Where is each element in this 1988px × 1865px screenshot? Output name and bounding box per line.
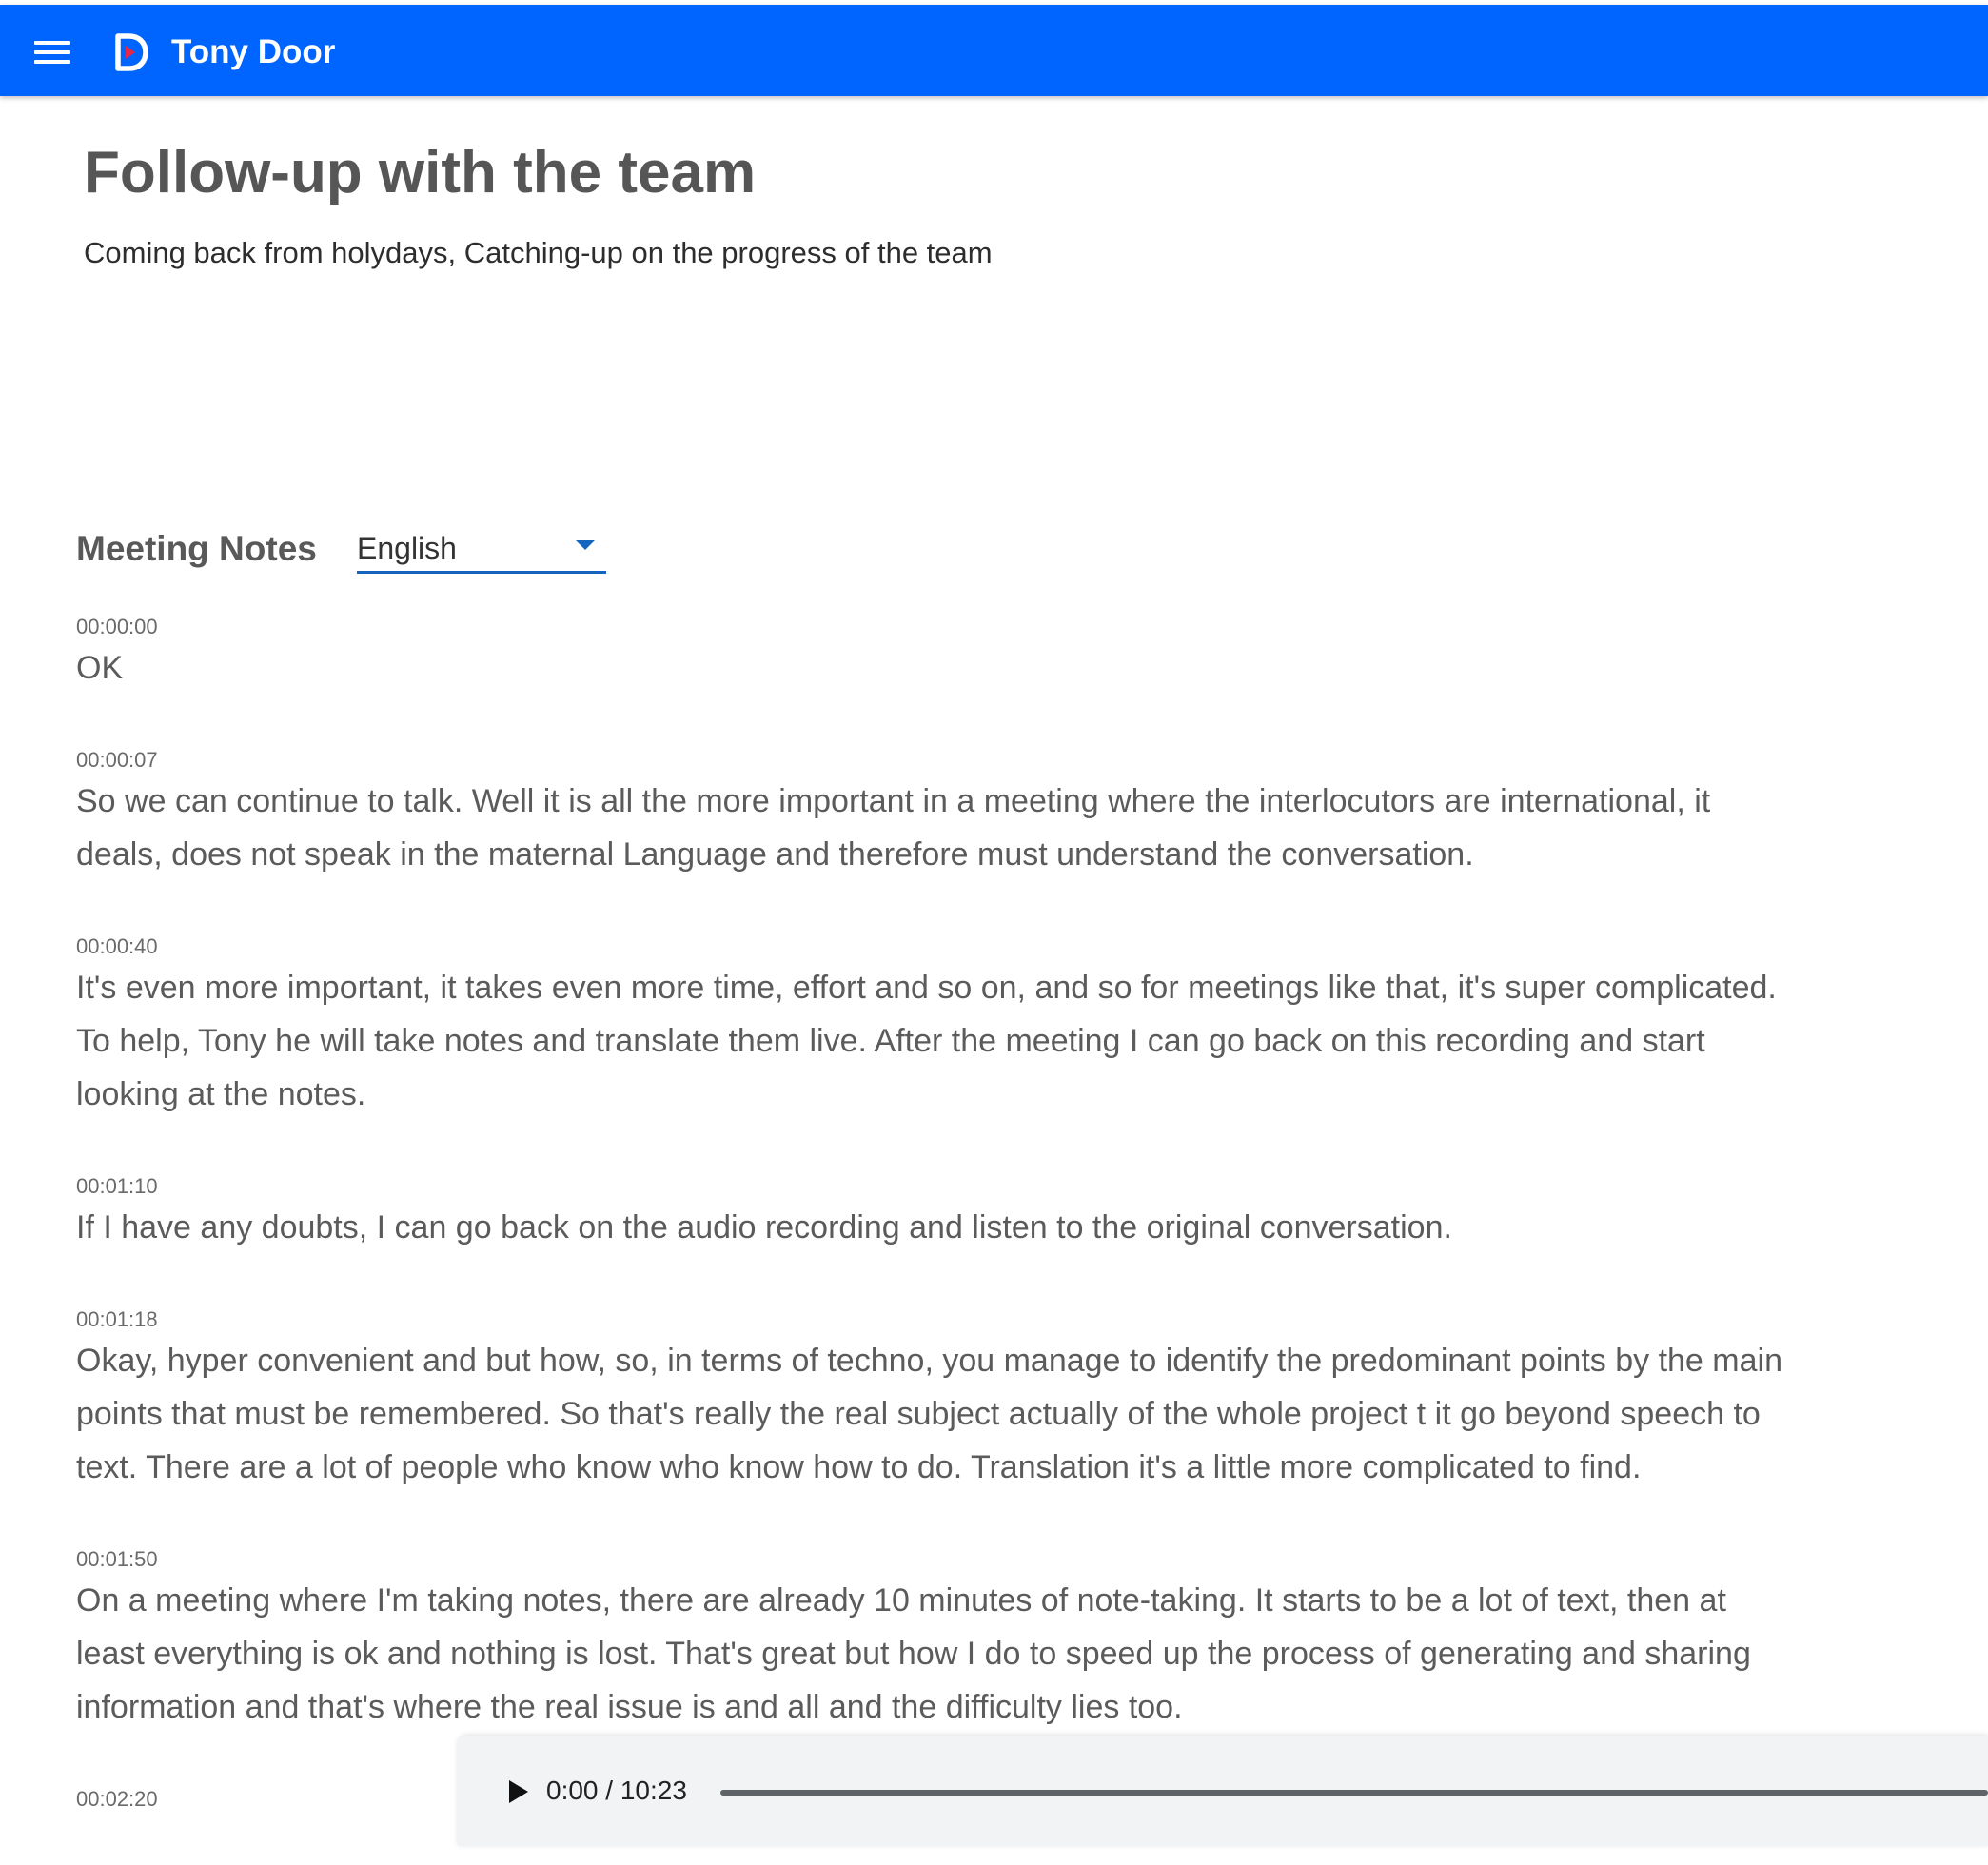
note-timestamp[interactable]: 00:00:07 — [76, 748, 158, 772]
note-item — [76, 1545, 1799, 1734]
note-text: So we can continue to talk. Well it is all the more important in a meeting where the interlocutors are international, it deals, does not speak in the maternal Language and therefore must understand the conversation. — [76, 783, 1711, 873]
note-text: OK — [76, 650, 124, 686]
note-text: Okay, hyper convenient and but how, so, in terms of techno, you manage to identify the predominant points by the main points that must be remembered. So that's really the real subject actually of the whole project t it go beyond speech to text. There are a lot of people who know who know how to do. Translation it's a little more complicated to find. — [76, 1343, 1782, 1485]
language-select-value: English — [357, 531, 457, 565]
tony-door-logo-icon[interactable] — [112, 33, 148, 71]
note-timestamp[interactable]: 00:01:50 — [76, 1547, 158, 1571]
app-title: Tony Door — [171, 33, 336, 70]
note-item — [76, 746, 1799, 881]
audio-player — [458, 1736, 1988, 1846]
note-timestamp[interactable]: 00:00:00 — [76, 615, 158, 638]
note-item — [76, 1172, 1799, 1254]
note-timestamp[interactable]: 00:02:20 — [76, 1787, 158, 1811]
audio-progress-bar[interactable] — [720, 1790, 1988, 1796]
audio-time-display: 0:00 / 10:23 — [546, 1776, 687, 1805]
note-timestamp[interactable]: 00:01:10 — [76, 1174, 158, 1198]
language-select[interactable] — [357, 525, 606, 574]
play-button[interactable] — [498, 1772, 536, 1810]
dropdown-arrow-icon[interactable] — [576, 540, 595, 550]
note-item — [76, 932, 1799, 1121]
notes-list — [76, 613, 1799, 1865]
hamburger-menu-icon[interactable] — [34, 39, 70, 66]
top-app-bar — [0, 5, 1988, 96]
note-text: If I have any doubts, I can go back on the audio recording and listen to the original conversation. — [76, 1209, 1452, 1246]
note-item — [76, 613, 1799, 695]
meeting-subtitle: Coming back from holydays, Catching-up on the progress of the team — [84, 236, 993, 269]
meeting-title: Follow-up with the team — [84, 140, 757, 206]
note-timestamp[interactable]: 00:01:18 — [76, 1307, 158, 1331]
meeting-notes-heading: Meeting Notes — [76, 529, 317, 568]
note-text: It's even more important, it takes even more time, effort and so on, and so for meetings like that, it's super complicated. To help, Tony he will take notes and translate them live. After the meeting I can go back on this recording and start looking at the notes. — [76, 970, 1777, 1112]
note-item — [76, 1306, 1799, 1494]
note-timestamp[interactable]: 00:00:40 — [76, 934, 158, 958]
note-text: On a meeting where I'm taking notes, there are already 10 minutes of note-taking. It starts to be a lot of text, then at least everything is ok and nothing is lost. That's great but how I do to speed up the process of generating and sharing information and that's where the real issue is and all and the difficulty lies too. — [76, 1582, 1751, 1725]
play-icon — [509, 1780, 528, 1803]
